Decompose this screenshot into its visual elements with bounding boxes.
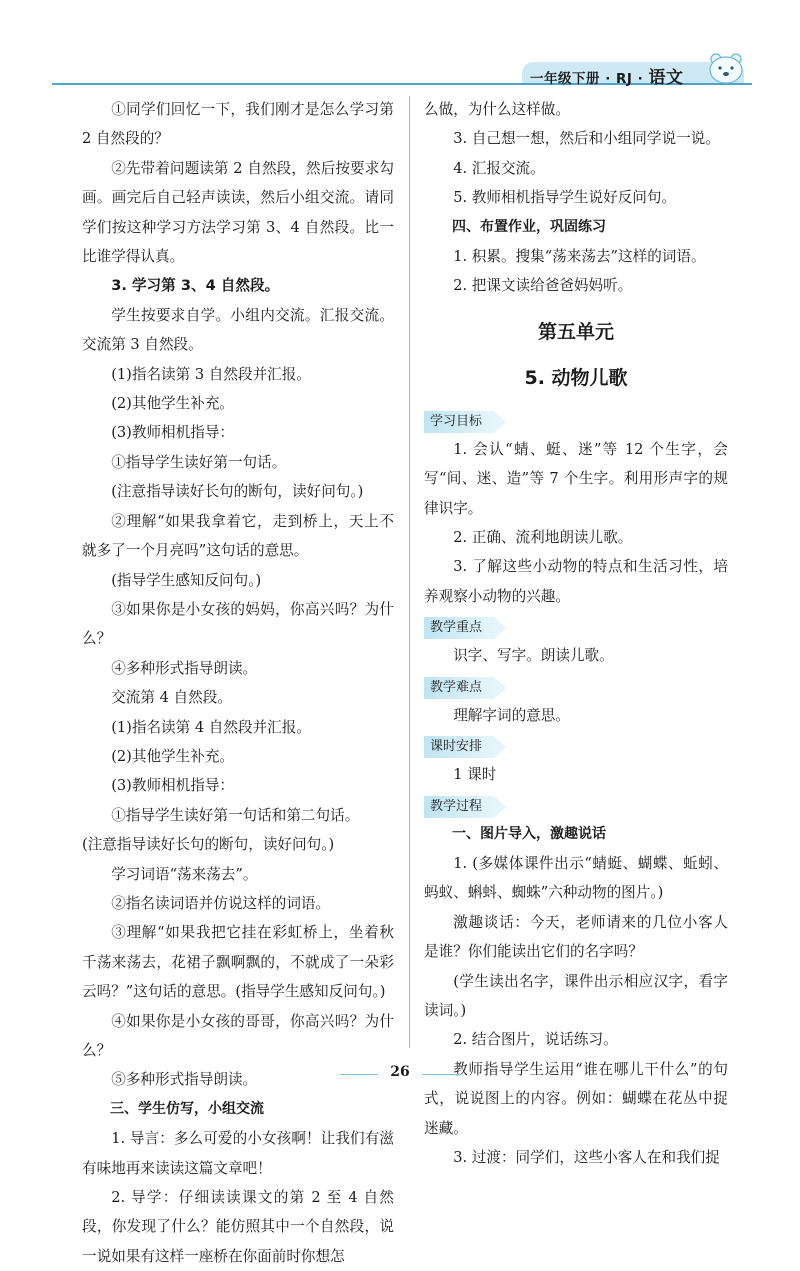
paragraph: ②指名读词语并仿说这样的词语。 xyxy=(111,894,331,912)
paragraph: (2)其他学生补充。 xyxy=(111,747,235,765)
objectives-tag: 学习目标 xyxy=(424,411,494,433)
book-header xyxy=(530,63,684,88)
paragraph: 激趣谈话：今天，老师请来的几位小客人是谁？你们能读出它们的名字吗？ xyxy=(424,913,728,961)
paragraph: (1)指名读第 4 自然段并汇报。 xyxy=(111,718,311,736)
paragraph: (学生读出名字，课件出示相应汉字，看字读词。) xyxy=(424,972,728,1019)
paragraph: 2. 结合图片，说话练习。 xyxy=(453,1031,618,1049)
difficulty-text: 理解字词的意思。 xyxy=(453,706,570,724)
paragraph: (注意指导读好长句的断句，读好问句。) xyxy=(82,836,335,854)
paragraph: 么做，为什么这样做。 xyxy=(424,101,570,118)
focus-tag: 教学重点 xyxy=(424,617,494,639)
paragraph: ⑤多种形式指导朗读。 xyxy=(111,1071,258,1089)
paragraph: ③理解“如果我把它挂在彩虹桥上，坐着秋千荡来荡去，花裙子飘啊飘的，不就成了一朵彩云吗？”这句话的意思。(指导学生感知反问句。) xyxy=(82,924,394,1001)
focus-section xyxy=(424,611,728,641)
schedule-section xyxy=(424,730,728,760)
paragraph: ②理解“如果我拿着它，走到桥上，天上不就多了一个月亮吗”这句话的意思。 xyxy=(82,512,394,560)
paragraph: (1)指名读第 3 自然段并汇报。 xyxy=(111,365,311,383)
polar-bear-icon xyxy=(704,50,748,86)
unit-title: 第五单元 xyxy=(537,320,614,343)
focus-text: 识字、写字。朗读儿歌。 xyxy=(453,647,614,665)
subject-label: 语文 xyxy=(648,68,684,88)
paragraph: 交流第 4 自然段。 xyxy=(111,689,232,707)
paragraph: 5. 教师相机指导学生说好反问句。 xyxy=(453,189,677,207)
section-heading: 一、图片导入，激趣说话 xyxy=(452,825,606,842)
paragraph: ④多种形式指导朗读。 xyxy=(111,659,258,677)
paragraph: 3. 过渡：同学们，这些小客人在和我们捉 xyxy=(453,1148,720,1166)
paragraph: 1. 导言：多么可爱的小女孩啊！让我们有滋有味地再来读读这篇文章吧！ xyxy=(82,1130,394,1177)
paragraph: ①同学们回忆一下，我们刚才是怎么学习第 2 自然段的？ xyxy=(82,101,394,148)
paragraph: 2. 把课文读给爸爸妈妈听。 xyxy=(453,277,633,295)
book-grade-label: 一年级下册 · RJ · xyxy=(530,71,649,87)
paragraph: 2. 导学：仔细读读课文的第 2 至 4 自然段，你发现了什么？能仿照其中一个自然段，说一说如果有这样一座桥在你面前时你想怎 xyxy=(82,1189,394,1265)
section-heading: 四、布置作业，巩固练习 xyxy=(452,218,606,235)
page-number: 26 xyxy=(390,1064,410,1080)
objective-item: 2. 正确、流利地朗读儿歌。 xyxy=(453,529,633,547)
right-column xyxy=(424,95,728,1172)
section-heading: 三、学生仿写，小组交流 xyxy=(110,1100,264,1117)
objective-item: 3. 了解这些小动物的特点和生活习性，培养观察小动物的兴趣。 xyxy=(424,558,728,605)
paragraph: 学习词语“荡来荡去”。 xyxy=(111,865,258,883)
difficulty-section xyxy=(424,671,728,701)
paragraph: 4. 汇报交流。 xyxy=(453,159,545,177)
schedule-tag: 课时安排 xyxy=(424,736,494,758)
process-section xyxy=(424,790,728,820)
schedule-text: 1 课时 xyxy=(453,766,497,784)
paragraph: 学生按要求自学。小组内交流。汇报交流。交流第 3 自然段。 xyxy=(82,306,394,354)
lesson-title: 5. 动物儿歌 xyxy=(524,366,628,389)
paragraph: (3)教师相机指导： xyxy=(111,424,235,442)
paragraph: ④如果你是小女孩的哥哥，你高兴吗？为什么？ xyxy=(82,1012,394,1059)
paragraph: (注意指导读好长句的断句，读好问句。) xyxy=(111,483,364,501)
paragraph: ②先带着问题读第 2 自然段，然后按要求勾画。画完后自己轻声读读，然后小组交流。请同学们按这种学习方法学习第 3、4 自然段。比一比谁学得认真。 xyxy=(82,159,394,266)
paragraph: (指导学生感知反问句。) xyxy=(111,571,262,589)
paragraph: 1. 积累。搜集“荡来荡去”这样的词语。 xyxy=(453,248,706,266)
paragraph: ③如果你是小女孩的妈妈，你高兴吗？为什么？ xyxy=(82,600,394,648)
paragraph: (2)其他学生补充。 xyxy=(111,395,235,413)
paragraph: 1. (多媒体课件出示“蜻蜓、蝴蝶、蚯蚓、蚂蚁、蝌蚪、蜘蛛”六种动物的图片。) xyxy=(424,854,728,902)
left-column xyxy=(82,95,394,1271)
step-heading: 3. 学习第 3、4 自然段。 xyxy=(111,277,280,295)
process-tag: 教学过程 xyxy=(424,796,494,818)
objectives-section xyxy=(424,405,728,435)
paragraph: ①指导学生读好第一句话。 xyxy=(111,453,287,471)
difficulty-tag: 教学难点 xyxy=(424,677,494,699)
paragraph: (3)教师相机指导： xyxy=(111,777,235,795)
paragraph: 3. 自己想一想，然后和小组同学说一说。 xyxy=(453,130,720,148)
paragraph: 教师指导学生运用“谁在哪儿干什么”的句式，说说图上的内容。例如：蝴蝶在花丛中捉迷藏。 xyxy=(424,1060,728,1137)
column-divider xyxy=(409,96,410,1048)
objective-item: 1. 会认“蜻、蜓、迷”等 12 个生字，会写“间、迷、造”等 7 个生字。利用形声字的规律识字。 xyxy=(424,440,728,517)
paragraph: ①指导学生读好第一句话和第二句话。 xyxy=(111,806,360,824)
